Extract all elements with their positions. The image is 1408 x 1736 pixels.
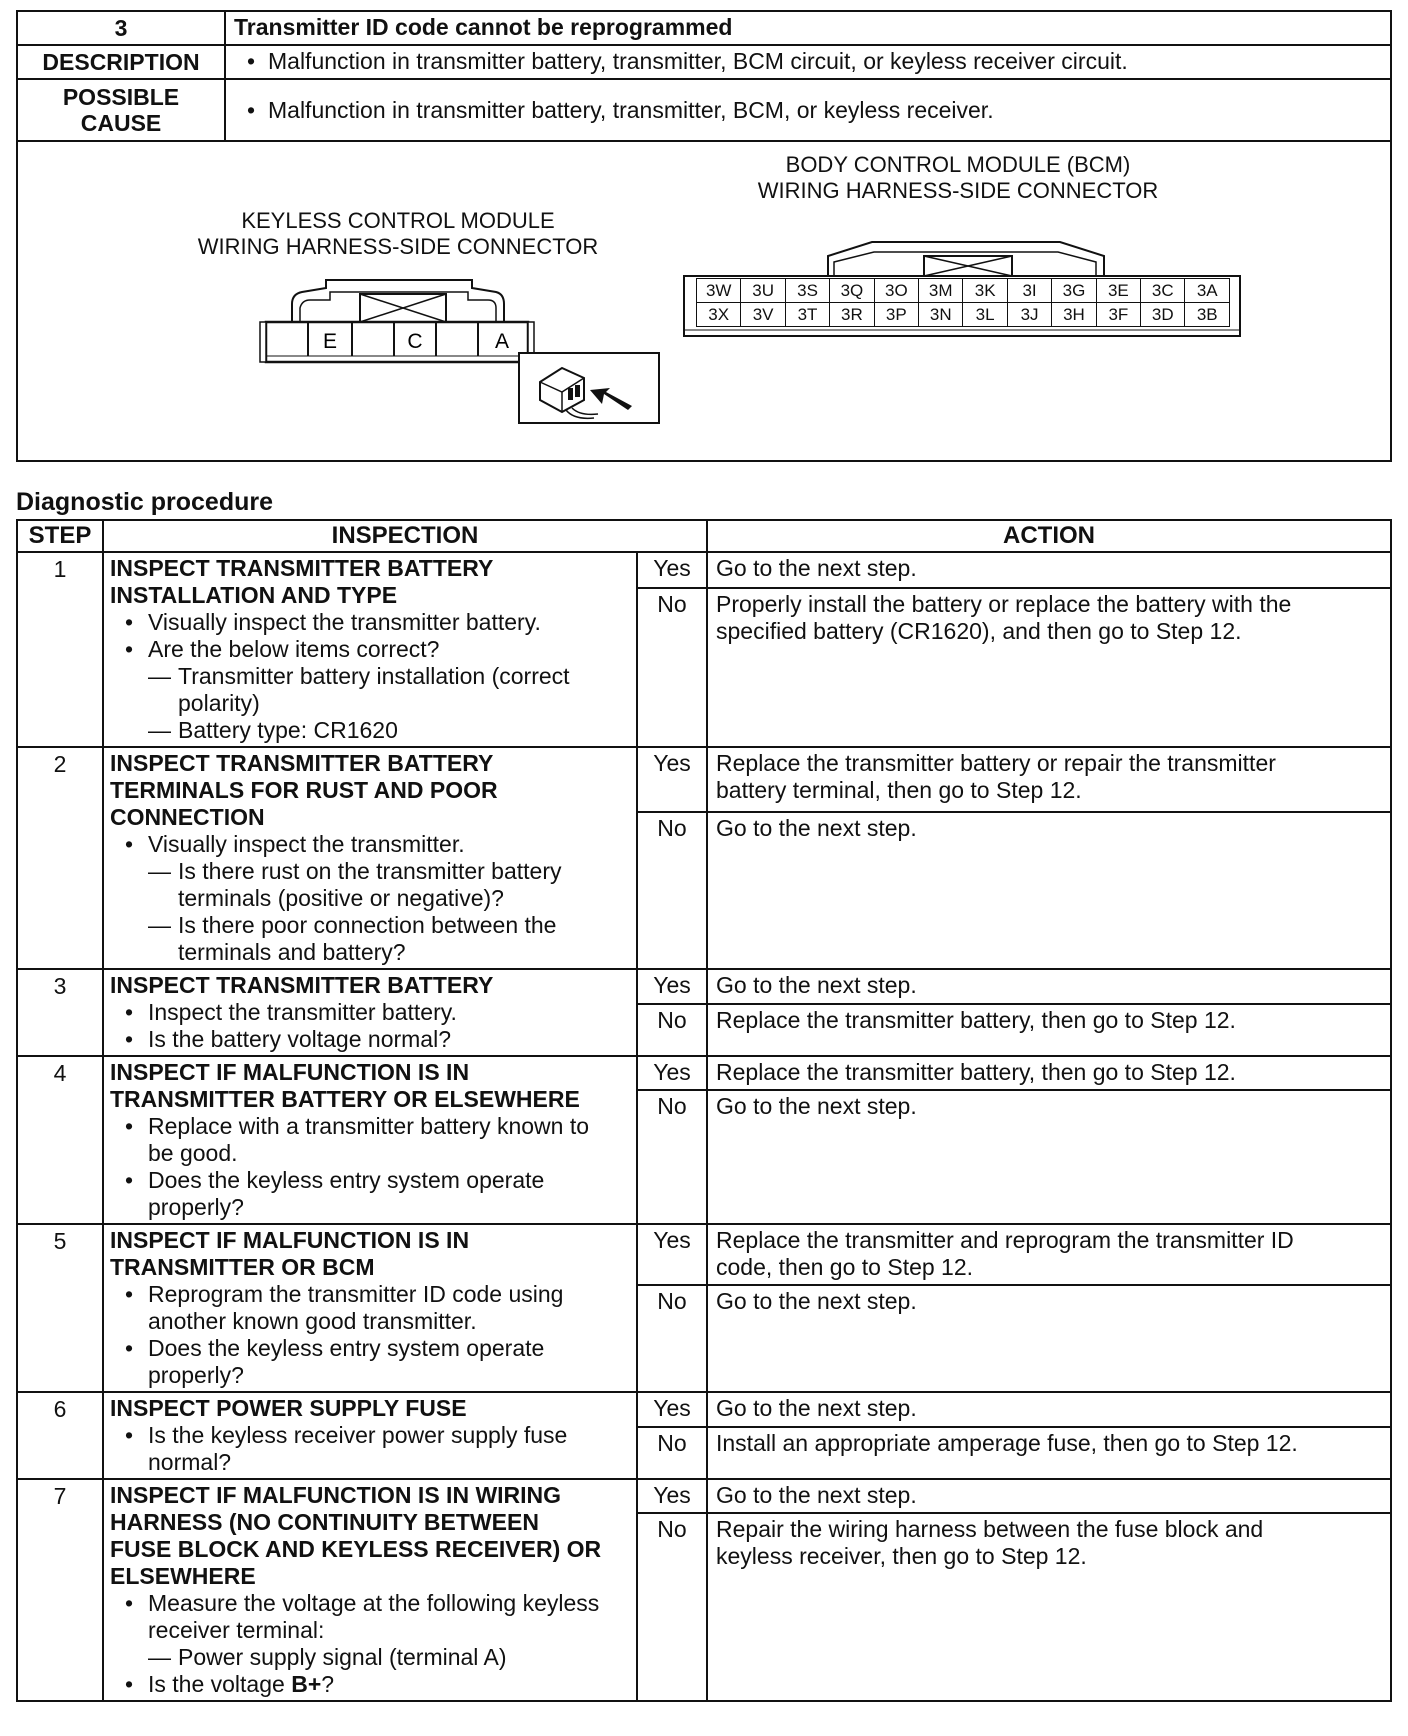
step-7-bullet-1a: Measure the voltage at the following keyless xyxy=(148,1590,600,1616)
step-6-yes-action: Go to the next step. xyxy=(707,1392,1391,1427)
bcm-row-1 xyxy=(697,279,1230,303)
step-2-dash-1b: terminals (positive or negative)? xyxy=(178,885,504,911)
keyless-label-line1: KEYLESS CONTROL MODULE xyxy=(241,208,555,233)
bcm-terminal-3c: 3C xyxy=(1141,279,1185,303)
step-6-inspection: INSPECT POWER SUPPLY FUSE • Is the keyless receiver power supply fuse normal? xyxy=(103,1392,637,1479)
bcm-terminal-3e: 3E xyxy=(1096,279,1140,303)
step-7-bullet-2 xyxy=(148,1671,630,1698)
bcm-terminal-3d: 3D xyxy=(1141,303,1185,327)
diagnostic-table xyxy=(16,519,1392,1702)
step-5-yes-row xyxy=(17,1224,1391,1285)
step-1-no-action-line1: Properly install the battery or replace the battery with the xyxy=(716,590,1292,617)
step-4-title-line2: TRANSMITTER BATTERY OR ELSEWHERE xyxy=(110,1086,580,1112)
step-7-no-action-line2: keyless receiver, then go to Step 12. xyxy=(716,1543,1087,1570)
col-inspection-header: INSPECTION xyxy=(103,520,707,552)
step-3-bullet-2: Is the battery voltage normal? xyxy=(148,1026,451,1052)
step-5-inspection: INSPECT IF MALFUNCTION IS IN TRANSMITTER OR BCM • Reprogram the transmitter ID code using another known good transmitter. • Does the keyless entry system operate properly? xyxy=(103,1224,637,1392)
step-6-yes-row xyxy=(17,1392,1391,1427)
bcm-terminal-3j: 3J xyxy=(1007,303,1051,327)
step-3-yes-row xyxy=(17,969,1391,1004)
description-cell: • Malfunction in transmitter battery, transmitter, BCM circuit, or keyless receiver circuit. xyxy=(225,45,1391,79)
step-4-bullet-1b: be good. xyxy=(148,1140,238,1166)
bcm-terminal-3u: 3U xyxy=(741,279,785,303)
keyless-terminal-e: E xyxy=(322,330,338,353)
step-2-yes-action-line2: battery terminal, then go to Step 12. xyxy=(716,777,1082,803)
step-7-inspection: INSPECT IF MALFUNCTION IS IN WIRING HARNESS (NO CONTINUITY BETWEEN FUSE BLOCK AND KEYLESS RECEIVER) OR ELSEWHERE • Measure the voltage at the following keyless receiver terminal: — Power supply signal (terminal A) • Is the voltage B+? xyxy=(103,1479,637,1701)
step-7-bullet-2-end: ? xyxy=(321,1671,335,1697)
bcm-terminal-3a: 3A xyxy=(1185,279,1230,303)
col-step-header: STEP xyxy=(17,520,103,552)
symptom-number: 3 xyxy=(17,11,225,45)
bcm-terminal-3w: 3W xyxy=(697,279,741,303)
step-7-bullet-1b: receiver terminal: xyxy=(148,1617,325,1643)
step-2-yes-action xyxy=(707,747,1391,812)
bcm-terminal-3v: 3V xyxy=(741,303,785,327)
step-6-no-label: No xyxy=(637,1427,707,1479)
step-5-bullet-1a: Reprogram the transmitter ID code using xyxy=(148,1281,564,1307)
step-3-yes-action: Go to the next step. xyxy=(707,969,1391,1004)
step-7-title-line4: ELSEWHERE xyxy=(110,1563,256,1589)
keyless-terminal-a: A xyxy=(494,330,510,353)
step-1-bullet-1: Visually inspect the transmitter battery. xyxy=(148,609,541,635)
step-2-title-line1: INSPECT TRANSMITTER BATTERY xyxy=(110,750,494,776)
step-7-no-label: No xyxy=(637,1513,707,1701)
step-6-no-action: Install an appropriate amperage fuse, then go to Step 12. xyxy=(707,1427,1391,1479)
step-1-bullet-2: Are the below items correct? xyxy=(148,636,440,662)
step-7-bullet-2-bplus: B+ xyxy=(291,1671,322,1697)
step-7-title-line1: INSPECT IF MALFUNCTION IS IN WIRING xyxy=(110,1482,562,1508)
step-3-title-line1: INSPECT TRANSMITTER BATTERY xyxy=(110,972,494,998)
step-1-no-action-line2: specified battery (CR1620), and then go to Step 12. xyxy=(716,617,1242,644)
step-4-bullet-2b: properly? xyxy=(148,1194,244,1220)
step-1-yes-label: Yes xyxy=(637,552,707,588)
step-1-inspection: INSPECT TRANSMITTER BATTERY INSTALLATION AND TYPE • Visually inspect the transmitter battery. • Are the below items correct? — Transmitter battery installation (correct polarity) — Battery type: CR1620 xyxy=(103,552,637,747)
step-2-title-line3: CONNECTION xyxy=(110,804,265,830)
step-1-dash-1b: polarity) xyxy=(178,690,260,716)
step-3-number: 3 xyxy=(17,969,103,1056)
step-1-yes-action: Go to the next step. xyxy=(707,552,1391,588)
step-2-yes-action-line1: Replace the transmitter battery or repair the transmitter xyxy=(716,750,1276,776)
step-7-title-line2: HARNESS (NO CONTINUITY BETWEEN xyxy=(110,1509,539,1535)
step-6-yes-label: Yes xyxy=(637,1392,707,1427)
bcm-terminal-3l: 3L xyxy=(963,303,1007,327)
bcm-terminal-grid xyxy=(696,278,1230,327)
bcm-terminal-3g: 3G xyxy=(1052,279,1096,303)
bcm-terminal-3o: 3O xyxy=(874,279,918,303)
step-7-no-action-line1: Repair the wiring harness between the fuse block and xyxy=(716,1516,1264,1543)
bcm-connector-label xyxy=(738,152,1178,204)
keyless-terminal-c: C xyxy=(407,330,423,353)
step-7-no-action xyxy=(707,1513,1391,1701)
step-4-no-action: Go to the next step. xyxy=(707,1090,1391,1224)
step-1-no-action xyxy=(707,588,1391,747)
step-4-bullet-1a: Replace with a transmitter battery known to xyxy=(148,1113,590,1139)
step-7-yes-row xyxy=(17,1479,1391,1513)
bcm-terminal-3r: 3R xyxy=(830,303,874,327)
header-table xyxy=(16,10,1392,142)
bcm-label-line1: BODY CONTROL MODULE (BCM) xyxy=(785,152,1131,177)
step-7-yes-action: Go to the next step. xyxy=(707,1479,1391,1513)
page xyxy=(16,10,1392,1702)
step-4-no-label: No xyxy=(637,1090,707,1224)
step-5-no-label: No xyxy=(637,1285,707,1392)
step-2-yes-row xyxy=(17,747,1391,812)
step-2-title-line2: TERMINALS FOR RUST AND POOR xyxy=(110,777,498,803)
step-4-title-line1: INSPECT IF MALFUNCTION IS IN xyxy=(110,1059,470,1085)
bcm-terminal-3n: 3N xyxy=(919,303,963,327)
possible-cause-text: Malfunction in transmitter battery, transmitter, BCM, or keyless receiver. xyxy=(268,96,994,123)
bcm-terminal-3k: 3K xyxy=(963,279,1007,303)
step-2-no-label: No xyxy=(637,812,707,969)
step-3-no-action: Replace the transmitter battery, then go to Step 12. xyxy=(707,1004,1391,1056)
step-5-bullet-2a: Does the keyless entry system operate xyxy=(148,1335,545,1361)
step-5-yes-action xyxy=(707,1224,1391,1285)
bcm-terminal-3h: 3H xyxy=(1052,303,1096,327)
step-6-title-line1: INSPECT POWER SUPPLY FUSE xyxy=(110,1395,467,1421)
step-5-bullet-1b: another known good transmitter. xyxy=(148,1308,477,1334)
step-2-dash-2b: terminals and battery? xyxy=(178,939,406,965)
step-7-bullet-2-text: Is the voltage xyxy=(148,1671,292,1697)
step-4-yes-action: Replace the transmitter battery, then go to Step 12. xyxy=(707,1056,1391,1090)
step-3-no-label: No xyxy=(637,1004,707,1056)
step-2-no-action: Go to the next step. xyxy=(707,812,1391,969)
step-2-inspection: INSPECT TRANSMITTER BATTERY TERMINALS FOR RUST AND POOR CONNECTION • Visually inspect the transmitter. — Is there rust on the transmitter battery terminals (positive or negative)? — Is there poor connection between the terminals and battery? xyxy=(103,747,637,969)
bcm-terminal-3i: 3I xyxy=(1007,279,1051,303)
step-4-inspection: INSPECT IF MALFUNCTION IS IN TRANSMITTER BATTERY OR ELSEWHERE • Replace with a transmitter battery known to be good. • Does the keyless entry system operate properly? xyxy=(103,1056,637,1224)
bcm-row-2 xyxy=(697,303,1230,327)
step-2-yes-label: Yes xyxy=(637,747,707,812)
bcm-terminal-3q: 3Q xyxy=(830,279,874,303)
step-5-yes-action-line2: code, then go to Step 12. xyxy=(716,1254,974,1280)
step-4-bullet-2a: Does the keyless entry system operate xyxy=(148,1167,545,1193)
step-3-yes-label: Yes xyxy=(637,969,707,1004)
step-4-yes-label: Yes xyxy=(637,1056,707,1090)
step-5-title-line2: TRANSMITTER OR BCM xyxy=(110,1254,375,1280)
col-action-header: ACTION xyxy=(707,520,1391,552)
possible-cause-label-line2: CAUSE xyxy=(80,110,162,136)
bcm-label-line2: WIRING HARNESS-SIDE CONNECTOR xyxy=(757,178,1159,203)
bcm-terminal-3s: 3S xyxy=(785,279,829,303)
bcm-terminal-3f: 3F xyxy=(1096,303,1140,327)
possible-cause-label xyxy=(17,79,225,141)
bcm-terminal-3m: 3M xyxy=(919,279,963,303)
connector-figure xyxy=(16,142,1392,462)
bcm-terminal-3p: 3P xyxy=(874,303,918,327)
bcm-terminal-3b: 3B xyxy=(1185,303,1230,327)
possible-cause-cell: • Malfunction in transmitter battery, transmitter, BCM, or keyless receiver. xyxy=(225,79,1391,141)
step-6-bullet-1a: Is the keyless receiver power supply fuse xyxy=(148,1422,568,1448)
step-1-title-line2: INSTALLATION AND TYPE xyxy=(110,582,398,608)
step-1-yes-row xyxy=(17,552,1391,588)
step-1-dash-1a: Transmitter battery installation (correct xyxy=(178,663,570,689)
step-6-bullet-1b: normal? xyxy=(148,1449,232,1475)
step-2-dash-1a: Is there rust on the transmitter battery xyxy=(178,858,562,884)
description-label: DESCRIPTION xyxy=(17,45,225,79)
bcm-terminal-3x: 3X xyxy=(697,303,741,327)
step-1-number: 1 xyxy=(17,552,103,747)
step-7-dash-1: Power supply signal (terminal A) xyxy=(178,1644,507,1670)
step-7-title-line3: FUSE BLOCK AND KEYLESS RECEIVER) OR xyxy=(110,1536,602,1562)
step-4-number: 4 xyxy=(17,1056,103,1224)
harness-side-view-icon xyxy=(518,352,660,424)
step-7-number: 7 xyxy=(17,1479,103,1701)
step-2-bullet-1: Visually inspect the transmitter. xyxy=(148,831,465,857)
keyless-connector-label xyxy=(188,208,608,260)
step-5-no-action: Go to the next step. xyxy=(707,1285,1391,1392)
step-5-yes-action-line1: Replace the transmitter and reprogram the transmitter ID xyxy=(716,1227,1294,1253)
step-2-number: 2 xyxy=(17,747,103,969)
step-4-yes-row xyxy=(17,1056,1391,1090)
keyless-connector-diagram xyxy=(246,270,546,374)
step-5-bullet-2b: properly? xyxy=(148,1362,244,1388)
step-1-dash-2: Battery type: CR1620 xyxy=(178,717,398,743)
step-5-number: 5 xyxy=(17,1224,103,1392)
bcm-terminal-3t: 3T xyxy=(785,303,829,327)
step-1-no-label: No xyxy=(637,588,707,747)
keyless-label-line2: WIRING HARNESS-SIDE CONNECTOR xyxy=(197,234,599,259)
step-3-bullet-1: Inspect the transmitter battery. xyxy=(148,999,457,1025)
diagnostic-procedure-title: Diagnostic procedure xyxy=(16,488,273,516)
step-2-dash-2a: Is there poor connection between the xyxy=(178,912,557,938)
step-1-title-line1: INSPECT TRANSMITTER BATTERY xyxy=(110,555,494,581)
bcm-connector-diagram xyxy=(682,234,1242,338)
step-5-yes-label: Yes xyxy=(637,1224,707,1285)
possible-cause-label-line1: POSSIBLE xyxy=(62,84,180,110)
symptom-title: Transmitter ID code cannot be reprogrammed xyxy=(225,11,1391,45)
step-5-title-line1: INSPECT IF MALFUNCTION IS IN xyxy=(110,1227,470,1253)
step-7-yes-label: Yes xyxy=(637,1479,707,1513)
step-6-number: 6 xyxy=(17,1392,103,1479)
step-3-inspection: INSPECT TRANSMITTER BATTERY • Inspect the transmitter battery. • Is the battery voltage normal? xyxy=(103,969,637,1056)
description-text: Malfunction in transmitter battery, transmitter, BCM circuit, or keyless receiver circuit. xyxy=(268,48,1128,74)
